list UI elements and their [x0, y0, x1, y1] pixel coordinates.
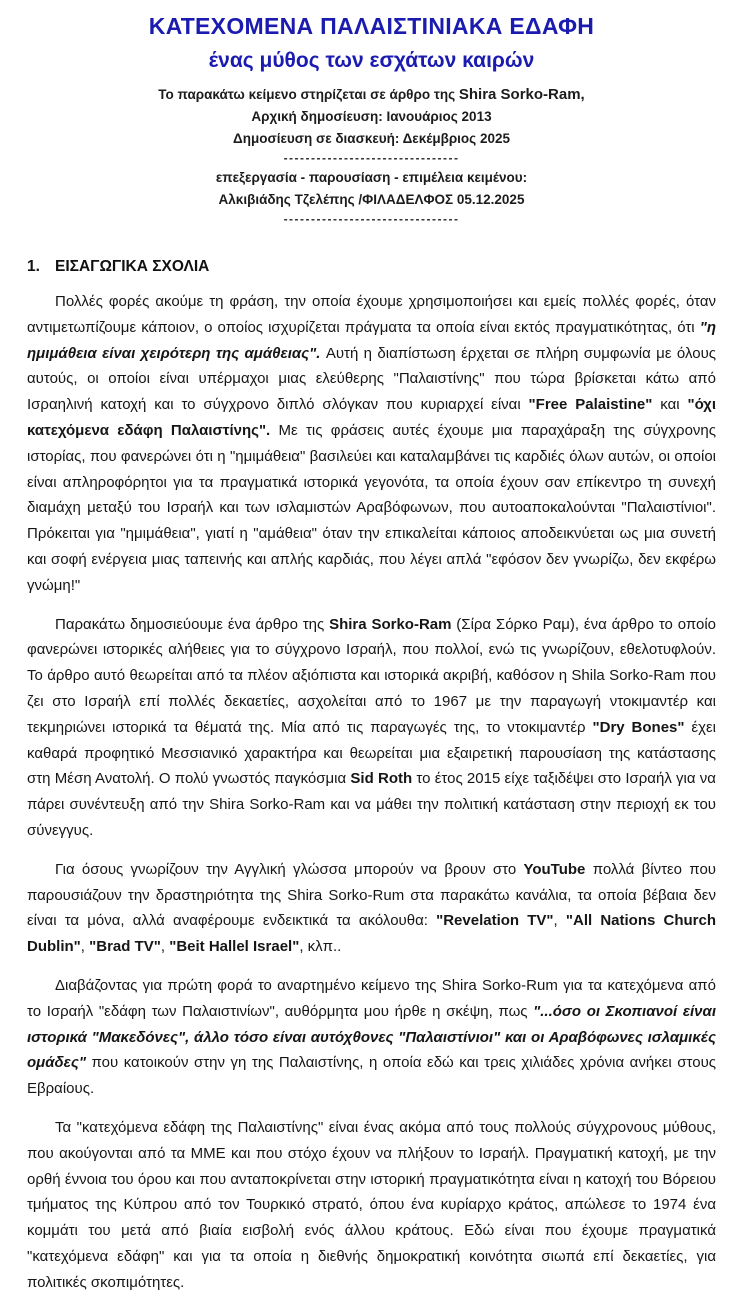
text-run: "Revelation TV" [436, 912, 554, 930]
editor-name-line: Αλκιβιάδης Τζελέπης /ΦΙΛΑΔΕΛΦΟΣ 05.12.2025 [218, 192, 525, 207]
text-run: , [80, 938, 90, 956]
text-run: YouTube [523, 860, 586, 878]
text-run: που κατοικούν στην γη της Παλαιστίνης, η οποία εδώ και τρεις χιλιάδες χρόνια ανήκει στους Εβραίους. [27, 1054, 716, 1098]
section-number: 1. [27, 258, 40, 275]
text-run: Πολλές φορές ακούμε τη φράση, την οποία έχουμε χρησιμοποιήσει και εμείς πολλές φορές, όταν αντιμετωπίζουμε κάποιον, ο οποίος ισχυρίζεται πράγματα τα οποία είναι εκτός πραγματικότητας, ότι [27, 293, 716, 336]
paragraph [27, 1115, 716, 1296]
text-run: "όχι κατεχόμενα εδάφη Παλαιστίνης". [27, 396, 716, 439]
paragraphs [27, 289, 716, 1295]
source-line [27, 84, 716, 106]
document-meta [27, 84, 716, 228]
text-run: "Brad TV" [89, 938, 161, 956]
section-heading [27, 258, 716, 276]
text-run: "Beit Hallel Israel" [169, 938, 300, 956]
author-name: Shira Sorko-Ram, [458, 86, 585, 103]
text-run: (Σίρα Σόρκο Ραμ), ένα άρθρο το οποίο φανερώνει ιστορικές αλήθειες για το σύγχρονο Ισραήλ, που πολλοί, ενώ τις γνωρίζουν, εθελοτυφλούν. Το άρθρο αυτό θεωρείται από τα πλέον αξιόπιστα και ιστορικά ακριβή, καθόσον η Shila Sorko-Ram που ζει στο Ισραήλ επί πολλές δεκαετίες, ασχολείται από το 1967 με την παραγωγή ντοκιμαντέρ και τεκμηριώνει ιστορικά τα θέματά της. Μία από τις παραγωγές της, το ντοκιμαντέρ [27, 615, 716, 736]
text-run: Διαβάζοντας για πρώτη φορά το αναρτημένο κείμενο της Shira Sorko-Rum για τα κατεχόμενα από το Ισραήλ "εδάφη των Παλαιστινίων", αυθόρμητα μου ήρθε η σκέψη, πως [27, 976, 716, 1020]
text-run: πολλά βίντεο που παρουσιάζουν την δραστηριότητα της Shira Sorko-Rum στα παρακάτω κανάλια, τα οποία βέβαια δεν είναι τα μόνα, αλλά αναφέρουμε ενδεικτικά τα ακόλουθα: [27, 860, 716, 930]
text-run: Sid Roth [350, 770, 413, 788]
text-run: έχει καθαρά προφητικό Μεσσιανικό χαρακτήρα και θεωρείται μια εξαιρετική παρουσίαση της κατάστασης στη Μέση Ανατολή. Ο πολύ γνωστός παγκόσμια [27, 718, 716, 788]
text-run: και [652, 396, 688, 414]
editor-role-line: επεξεργασία - παρουσίαση - επιμέλεια κειμένου: [215, 170, 528, 185]
text-run: Shira Sorko-Ram [329, 615, 452, 633]
text-run: "Dry Bones" [592, 718, 685, 736]
paragraph [27, 973, 716, 1102]
section-heading-label: ΕΙΣΑΓΩΓΙΚΑ ΣΧΟΛΙΑ [55, 258, 210, 275]
paragraph [27, 857, 716, 960]
text-run: "All Nations Church Dublin" [27, 912, 716, 956]
publication-line-adaptation: Δημοσίευση σε διασκευή: Δεκέμβριος 2025 [233, 131, 510, 146]
text-run: Αυτή η διαπίστωση έρχεται σε πλήρη συμφωνία με όλους αυτούς, οι οποίοι είναι υπέρμαχοι μιας ελεύθερης "Παλαιστίνης" που τώρα βρίσκεται κάτω από Ισραηλινή κατοχή και το σύγχρονο διπλό σλόγκαν που κυριαρχεί είναι [27, 344, 716, 414]
paragraph [27, 612, 716, 844]
paragraph [27, 289, 716, 599]
text-run: Με τις φράσεις αυτές έχουμε μια παραχάραξη της σύγχρονης ιστορίας, που φανερώνει ότι η "ημιμάθεια" βασιλεύει και καταλαμβάνει τις καρδιές όλων αυτών, οι οποίοι είναι απληροφόρητοι για τα πραγματικά ιστορικά γεγονότα, τα οποία έχουν σαν επίκεντρο τη συνεχή διαμάχη μεταξύ του Ισραήλ και των ισλαμιστών Αραβόφωνων, που αυτοαποκαλούνται "Παλαιστίνιοι". Πρόκειται για "ημιμάθεια", γιατί η "αμάθεια" όταν την επικαλείται κάποιος αποδεικνύεται ως μια συνετή και σοφή ενέργεια μιας ταπεινής και απλής καρδιάς, που λέγει απλά "εφόσον δεν γνωρίζω, δεν εκφέρω γνώμη!" [27, 421, 716, 594]
text-run: "...όσο οι Σκοπιανοί είναι ιστορικά "Μακεδόνες", άλλο τόσο είναι αυτόχθονες "Παλαιστίνιοι" και οι Αραβόφωνες ισλαμικές ομάδες" [27, 1002, 716, 1072]
text-run: "η ημιμάθεια είναι χειρότερη της αμάθειας". [27, 318, 716, 362]
text-run: , [160, 938, 170, 956]
document-title: ΚΑΤΕΧΟΜΕΝΑ ΠΑΛΑΙΣΤΙΝΙΑΚΑ ΕΔΑΦΗ [148, 13, 595, 39]
dashed-divider: -------------------------------- [283, 212, 460, 226]
text-run: Για όσους γνωρίζουν την Αγγλική γλώσσα μπορούν να βρουν στο [55, 860, 524, 878]
dashed-divider: -------------------------------- [283, 151, 460, 165]
source-prefix: Το παρακάτω κείμενο στηρίζεται σε άρθρο της [158, 87, 459, 102]
publication-line-original: Αρχική δημοσίευση: Ιανουάριος 2013 [251, 109, 492, 124]
text-run: το έτος 2015 είχε ταξιδέψει στο Ισραήλ για να πάρει συνέντευξη από την Shira Sorko-Ram και να μάθει την πολιτική κατάσταση στην περιοχή εκ του σύνεγγυς. [27, 770, 716, 839]
text-run: , [553, 912, 566, 930]
text-run: Παρακάτω δημοσιεύουμε ένα άρθρο της [55, 615, 330, 633]
text-run: "Free Palaistine" [528, 396, 653, 414]
text-run: Τα "κατεχόμενα εδάφη της Παλαιστίνης" είναι ένας ακόμα από τους πολλούς σύγχρονους μύθους, που ακούγονται από τα ΜΜΕ και που στόχο έχουν να πλήξουν το Ισραήλ. Πραγματική κατοχή, με την ορθή έννοια του όρου και που ανταποκρίνεται στην ιστορική πραγματικότητα είναι η κατοχή του Βόρειου τμήματος της Κύπρου από τον Τουρκικό στρατό, όπου ένα κυρίαρχο κράτος, απώλεσε το 1974 ένα κομμάτι του μετά από βιαία εισβολή ενός άλλου κράτους. Εδώ είναι που έχουμε πραγματικά "κατεχόμενα εδάφη" και για τα οποία η διεθνής δημοκρατική κοινότητα σιωπά επί δεκαετίες, για πολιτικές σκοπιμότητες. [27, 1118, 716, 1291]
document-subtitle: ένας μύθος των εσχάτων καιρών [208, 49, 535, 72]
text-run: , κλπ.. [299, 938, 342, 956]
